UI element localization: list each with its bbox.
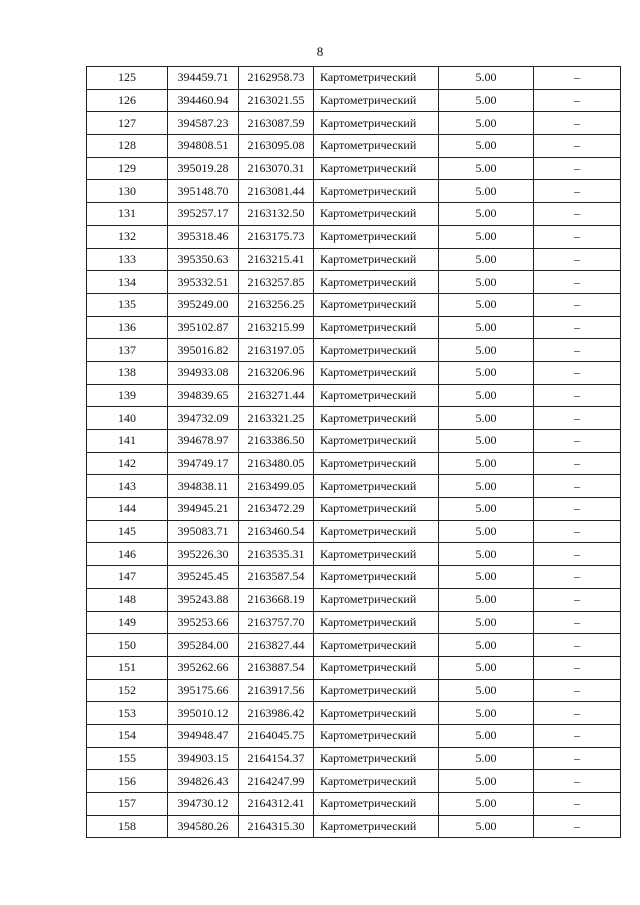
x-coordinate-cell: 394580.26 bbox=[168, 815, 239, 838]
method-cell: Картометрический bbox=[314, 452, 439, 475]
point-number-cell: 156 bbox=[87, 770, 168, 793]
precision-cell: 5.00 bbox=[439, 316, 534, 339]
y-coordinate-cell: 2164247.99 bbox=[239, 770, 314, 793]
precision-cell: 5.00 bbox=[439, 747, 534, 770]
x-coordinate-cell: 394826.43 bbox=[168, 770, 239, 793]
method-cell: Картометрический bbox=[314, 793, 439, 816]
method-cell: Картометрический bbox=[314, 475, 439, 498]
description-cell: – bbox=[534, 384, 621, 407]
method-cell: Картометрический bbox=[314, 225, 439, 248]
precision-cell: 5.00 bbox=[439, 724, 534, 747]
method-cell: Картометрический bbox=[314, 248, 439, 271]
table-row bbox=[87, 475, 621, 498]
point-number-cell: 133 bbox=[87, 248, 168, 271]
precision-cell: 5.00 bbox=[439, 203, 534, 226]
precision-cell: 5.00 bbox=[439, 89, 534, 112]
point-number-cell: 136 bbox=[87, 316, 168, 339]
point-number-cell: 158 bbox=[87, 815, 168, 838]
coordinates-table-body bbox=[87, 67, 621, 838]
table-row bbox=[87, 543, 621, 566]
table-row bbox=[87, 588, 621, 611]
x-coordinate-cell: 395332.51 bbox=[168, 271, 239, 294]
point-number-cell: 144 bbox=[87, 498, 168, 521]
description-cell: – bbox=[534, 452, 621, 475]
y-coordinate-cell: 2163215.41 bbox=[239, 248, 314, 271]
description-cell: – bbox=[534, 498, 621, 521]
description-cell: – bbox=[534, 430, 621, 453]
x-coordinate-cell: 395016.82 bbox=[168, 339, 239, 362]
x-coordinate-cell: 394945.21 bbox=[168, 498, 239, 521]
table-row bbox=[87, 656, 621, 679]
table-row bbox=[87, 89, 621, 112]
x-coordinate-cell: 394732.09 bbox=[168, 407, 239, 430]
description-cell: – bbox=[534, 339, 621, 362]
description-cell: – bbox=[534, 793, 621, 816]
x-coordinate-cell: 394933.08 bbox=[168, 361, 239, 384]
precision-cell: 5.00 bbox=[439, 248, 534, 271]
x-coordinate-cell: 394808.51 bbox=[168, 135, 239, 158]
description-cell: – bbox=[534, 316, 621, 339]
description-cell: – bbox=[534, 475, 621, 498]
precision-cell: 5.00 bbox=[439, 135, 534, 158]
description-cell: – bbox=[534, 407, 621, 430]
point-number-cell: 154 bbox=[87, 724, 168, 747]
precision-cell: 5.00 bbox=[439, 702, 534, 725]
x-coordinate-cell: 394459.71 bbox=[168, 67, 239, 90]
description-cell: – bbox=[534, 248, 621, 271]
precision-cell: 5.00 bbox=[439, 815, 534, 838]
precision-cell: 5.00 bbox=[439, 520, 534, 543]
x-coordinate-cell: 395318.46 bbox=[168, 225, 239, 248]
precision-cell: 5.00 bbox=[439, 475, 534, 498]
description-cell: – bbox=[534, 724, 621, 747]
method-cell: Картометрический bbox=[314, 339, 439, 362]
point-number-cell: 135 bbox=[87, 293, 168, 316]
x-coordinate-cell: 395226.30 bbox=[168, 543, 239, 566]
description-cell: – bbox=[534, 135, 621, 158]
precision-cell: 5.00 bbox=[439, 407, 534, 430]
point-number-cell: 131 bbox=[87, 203, 168, 226]
description-cell: – bbox=[534, 634, 621, 657]
y-coordinate-cell: 2164045.75 bbox=[239, 724, 314, 747]
point-number-cell: 126 bbox=[87, 89, 168, 112]
table-row bbox=[87, 361, 621, 384]
point-number-cell: 134 bbox=[87, 271, 168, 294]
x-coordinate-cell: 395284.00 bbox=[168, 634, 239, 657]
table-row bbox=[87, 248, 621, 271]
point-number-cell: 142 bbox=[87, 452, 168, 475]
description-cell: – bbox=[534, 543, 621, 566]
y-coordinate-cell: 2163257.85 bbox=[239, 271, 314, 294]
table-row bbox=[87, 112, 621, 135]
point-number-cell: 141 bbox=[87, 430, 168, 453]
point-number-cell: 138 bbox=[87, 361, 168, 384]
x-coordinate-cell: 395253.66 bbox=[168, 611, 239, 634]
table-row bbox=[87, 271, 621, 294]
description-cell: – bbox=[534, 67, 621, 90]
method-cell: Картометрический bbox=[314, 135, 439, 158]
method-cell: Картометрический bbox=[314, 157, 439, 180]
method-cell: Картометрический bbox=[314, 430, 439, 453]
description-cell: – bbox=[534, 225, 621, 248]
description-cell: – bbox=[534, 293, 621, 316]
method-cell: Картометрический bbox=[314, 271, 439, 294]
y-coordinate-cell: 2163197.05 bbox=[239, 339, 314, 362]
method-cell: Картометрический bbox=[314, 747, 439, 770]
precision-cell: 5.00 bbox=[439, 384, 534, 407]
y-coordinate-cell: 2164315.30 bbox=[239, 815, 314, 838]
description-cell: – bbox=[534, 361, 621, 384]
precision-cell: 5.00 bbox=[439, 634, 534, 657]
precision-cell: 5.00 bbox=[439, 112, 534, 135]
x-coordinate-cell: 394903.15 bbox=[168, 747, 239, 770]
method-cell: Картометрический bbox=[314, 203, 439, 226]
page-number: 8 bbox=[316, 44, 324, 59]
table-row bbox=[87, 384, 621, 407]
y-coordinate-cell: 2163917.56 bbox=[239, 679, 314, 702]
description-cell: – bbox=[534, 747, 621, 770]
table-row bbox=[87, 702, 621, 725]
table-row bbox=[87, 611, 621, 634]
coordinates-table bbox=[86, 66, 621, 838]
point-number-cell: 143 bbox=[87, 475, 168, 498]
table-row bbox=[87, 203, 621, 226]
y-coordinate-cell: 2163132.50 bbox=[239, 203, 314, 226]
precision-cell: 5.00 bbox=[439, 430, 534, 453]
point-number-cell: 139 bbox=[87, 384, 168, 407]
precision-cell: 5.00 bbox=[439, 656, 534, 679]
precision-cell: 5.00 bbox=[439, 679, 534, 702]
description-cell: – bbox=[534, 611, 621, 634]
table-row bbox=[87, 747, 621, 770]
table-row bbox=[87, 634, 621, 657]
y-coordinate-cell: 2163472.29 bbox=[239, 498, 314, 521]
point-number-cell: 152 bbox=[87, 679, 168, 702]
x-coordinate-cell: 395010.12 bbox=[168, 702, 239, 725]
table-row bbox=[87, 225, 621, 248]
y-coordinate-cell: 2163175.73 bbox=[239, 225, 314, 248]
table-row bbox=[87, 339, 621, 362]
description-cell: – bbox=[534, 566, 621, 589]
point-number-cell: 145 bbox=[87, 520, 168, 543]
y-coordinate-cell: 2163087.59 bbox=[239, 112, 314, 135]
y-coordinate-cell: 2163887.54 bbox=[239, 656, 314, 679]
point-number-cell: 130 bbox=[87, 180, 168, 203]
x-coordinate-cell: 395019.28 bbox=[168, 157, 239, 180]
y-coordinate-cell: 2163827.44 bbox=[239, 634, 314, 657]
method-cell: Картометрический bbox=[314, 611, 439, 634]
point-number-cell: 137 bbox=[87, 339, 168, 362]
x-coordinate-cell: 394838.11 bbox=[168, 475, 239, 498]
method-cell: Картометрический bbox=[314, 679, 439, 702]
method-cell: Картометрический bbox=[314, 361, 439, 384]
y-coordinate-cell: 2163095.08 bbox=[239, 135, 314, 158]
method-cell: Картометрический bbox=[314, 566, 439, 589]
y-coordinate-cell: 2163587.54 bbox=[239, 566, 314, 589]
table-row bbox=[87, 407, 621, 430]
point-number-cell: 132 bbox=[87, 225, 168, 248]
point-number-cell: 147 bbox=[87, 566, 168, 589]
precision-cell: 5.00 bbox=[439, 67, 534, 90]
y-coordinate-cell: 2162958.73 bbox=[239, 67, 314, 90]
table-row bbox=[87, 135, 621, 158]
description-cell: – bbox=[534, 157, 621, 180]
y-coordinate-cell: 2163215.99 bbox=[239, 316, 314, 339]
method-cell: Картометрический bbox=[314, 634, 439, 657]
x-coordinate-cell: 395245.45 bbox=[168, 566, 239, 589]
table-row bbox=[87, 430, 621, 453]
precision-cell: 5.00 bbox=[439, 588, 534, 611]
point-number-cell: 149 bbox=[87, 611, 168, 634]
table-row bbox=[87, 815, 621, 838]
y-coordinate-cell: 2163206.96 bbox=[239, 361, 314, 384]
table-row bbox=[87, 498, 621, 521]
method-cell: Картометрический bbox=[314, 815, 439, 838]
x-coordinate-cell: 395083.71 bbox=[168, 520, 239, 543]
x-coordinate-cell: 395243.88 bbox=[168, 588, 239, 611]
point-number-cell: 157 bbox=[87, 793, 168, 816]
table-row bbox=[87, 566, 621, 589]
table-row bbox=[87, 293, 621, 316]
table-row bbox=[87, 770, 621, 793]
y-coordinate-cell: 2163668.19 bbox=[239, 588, 314, 611]
method-cell: Картометрический bbox=[314, 67, 439, 90]
y-coordinate-cell: 2163070.31 bbox=[239, 157, 314, 180]
description-cell: – bbox=[534, 520, 621, 543]
table-row bbox=[87, 67, 621, 90]
table-row bbox=[87, 316, 621, 339]
x-coordinate-cell: 395262.66 bbox=[168, 656, 239, 679]
method-cell: Картометрический bbox=[314, 588, 439, 611]
x-coordinate-cell: 395148.70 bbox=[168, 180, 239, 203]
table-row bbox=[87, 180, 621, 203]
precision-cell: 5.00 bbox=[439, 543, 534, 566]
method-cell: Картометрический bbox=[314, 89, 439, 112]
precision-cell: 5.00 bbox=[439, 566, 534, 589]
table-row bbox=[87, 679, 621, 702]
description-cell: – bbox=[534, 679, 621, 702]
precision-cell: 5.00 bbox=[439, 180, 534, 203]
precision-cell: 5.00 bbox=[439, 271, 534, 294]
method-cell: Картометрический bbox=[314, 316, 439, 339]
precision-cell: 5.00 bbox=[439, 498, 534, 521]
description-cell: – bbox=[534, 588, 621, 611]
x-coordinate-cell: 395175.66 bbox=[168, 679, 239, 702]
y-coordinate-cell: 2163499.05 bbox=[239, 475, 314, 498]
x-coordinate-cell: 394730.12 bbox=[168, 793, 239, 816]
method-cell: Картометрический bbox=[314, 293, 439, 316]
point-number-cell: 128 bbox=[87, 135, 168, 158]
precision-cell: 5.00 bbox=[439, 339, 534, 362]
precision-cell: 5.00 bbox=[439, 452, 534, 475]
x-coordinate-cell: 395249.00 bbox=[168, 293, 239, 316]
point-number-cell: 146 bbox=[87, 543, 168, 566]
method-cell: Картометрический bbox=[314, 407, 439, 430]
point-number-cell: 155 bbox=[87, 747, 168, 770]
description-cell: – bbox=[534, 770, 621, 793]
x-coordinate-cell: 395350.63 bbox=[168, 248, 239, 271]
method-cell: Картометрический bbox=[314, 724, 439, 747]
precision-cell: 5.00 bbox=[439, 770, 534, 793]
table-row bbox=[87, 157, 621, 180]
description-cell: – bbox=[534, 89, 621, 112]
method-cell: Картометрический bbox=[314, 498, 439, 521]
description-cell: – bbox=[534, 815, 621, 838]
description-cell: – bbox=[534, 203, 621, 226]
x-coordinate-cell: 394749.17 bbox=[168, 452, 239, 475]
point-number-cell: 127 bbox=[87, 112, 168, 135]
x-coordinate-cell: 394839.65 bbox=[168, 384, 239, 407]
x-coordinate-cell: 395102.87 bbox=[168, 316, 239, 339]
table-row bbox=[87, 793, 621, 816]
point-number-cell: 153 bbox=[87, 702, 168, 725]
precision-cell: 5.00 bbox=[439, 225, 534, 248]
method-cell: Картометрический bbox=[314, 543, 439, 566]
x-coordinate-cell: 395257.17 bbox=[168, 203, 239, 226]
description-cell: – bbox=[534, 180, 621, 203]
point-number-cell: 151 bbox=[87, 656, 168, 679]
method-cell: Картометрический bbox=[314, 384, 439, 407]
y-coordinate-cell: 2163480.05 bbox=[239, 452, 314, 475]
method-cell: Картометрический bbox=[314, 702, 439, 725]
y-coordinate-cell: 2163986.42 bbox=[239, 702, 314, 725]
y-coordinate-cell: 2163535.31 bbox=[239, 543, 314, 566]
table-row bbox=[87, 724, 621, 747]
point-number-cell: 150 bbox=[87, 634, 168, 657]
x-coordinate-cell: 394948.47 bbox=[168, 724, 239, 747]
method-cell: Картометрический bbox=[314, 520, 439, 543]
method-cell: Картометрический bbox=[314, 656, 439, 679]
point-number-cell: 148 bbox=[87, 588, 168, 611]
point-number-cell: 129 bbox=[87, 157, 168, 180]
y-coordinate-cell: 2163256.25 bbox=[239, 293, 314, 316]
description-cell: – bbox=[534, 112, 621, 135]
precision-cell: 5.00 bbox=[439, 793, 534, 816]
precision-cell: 5.00 bbox=[439, 361, 534, 384]
x-coordinate-cell: 394678.97 bbox=[168, 430, 239, 453]
y-coordinate-cell: 2164154.37 bbox=[239, 747, 314, 770]
y-coordinate-cell: 2163271.44 bbox=[239, 384, 314, 407]
method-cell: Картометрический bbox=[314, 112, 439, 135]
table-row bbox=[87, 452, 621, 475]
y-coordinate-cell: 2163757.70 bbox=[239, 611, 314, 634]
point-number-cell: 125 bbox=[87, 67, 168, 90]
y-coordinate-cell: 2163081.44 bbox=[239, 180, 314, 203]
x-coordinate-cell: 394460.94 bbox=[168, 89, 239, 112]
description-cell: – bbox=[534, 702, 621, 725]
precision-cell: 5.00 bbox=[439, 293, 534, 316]
y-coordinate-cell: 2163460.54 bbox=[239, 520, 314, 543]
method-cell: Картометрический bbox=[314, 770, 439, 793]
method-cell: Картометрический bbox=[314, 180, 439, 203]
y-coordinate-cell: 2163021.55 bbox=[239, 89, 314, 112]
precision-cell: 5.00 bbox=[439, 157, 534, 180]
y-coordinate-cell: 2163321.25 bbox=[239, 407, 314, 430]
description-cell: – bbox=[534, 656, 621, 679]
table-row bbox=[87, 520, 621, 543]
x-coordinate-cell: 394587.23 bbox=[168, 112, 239, 135]
point-number-cell: 140 bbox=[87, 407, 168, 430]
y-coordinate-cell: 2164312.41 bbox=[239, 793, 314, 816]
description-cell: – bbox=[534, 271, 621, 294]
y-coordinate-cell: 2163386.50 bbox=[239, 430, 314, 453]
precision-cell: 5.00 bbox=[439, 611, 534, 634]
